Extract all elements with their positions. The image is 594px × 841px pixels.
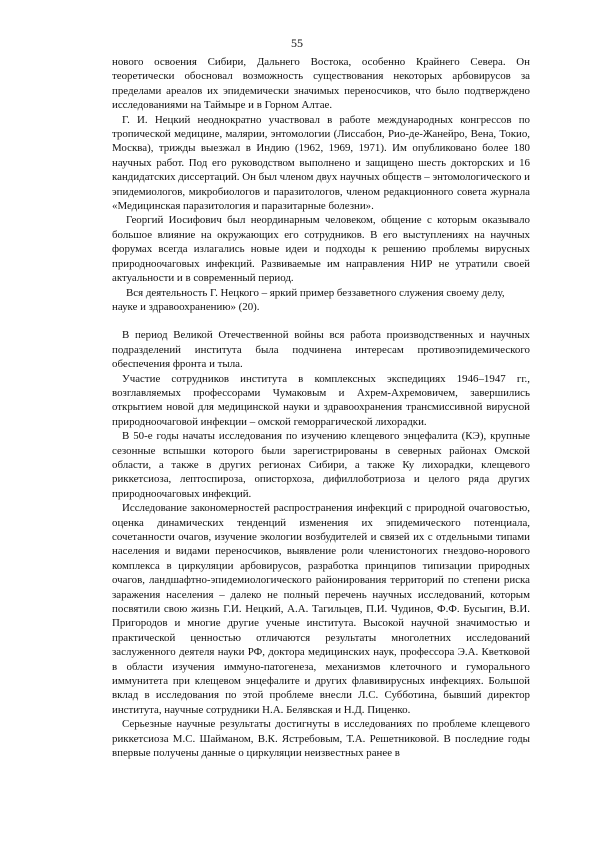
section-gap <box>112 314 530 328</box>
paragraph-expeditions: Участие сотрудников института в комплексных экспедициях 1946–1947 гг., возглавляемых профессорами Чумаковым и Ахрем-Ахремовичем, завершились открытием новой для медицинской науки и здравоохранения трансмиссивной вирусной природноочаговой инфекции – омской геморрагической лихорадки. <box>112 372 530 428</box>
paragraph-natural-foci-research: Исследование закономерностей распространения инфекций с природной очаговостью, оценка динамических тенденций изменения их эпидемического потенциала, сочетанности очагов, изучение экологии возбудителей и связей их с отдельными типами населения и видами переносчиков, выявление роли членистоногих гнездово-норового комплекса в циркуляции арбовирусов, разработка принципов типизации природных очагов, ландшафтно-эпидемиологического районирования территорий по степени риска заражения населения – далеко не полный перечень научных исследований, которым посвятили свою жизнь Г.И. Нецкий, А.А. Тагильцев, П.И. Чудинов, Ф.Ф. Бусыгин, В.И. Пригородов и многие другие ученые института. Высокой научной значимостью и практической ценностью отличаются результаты многолетних исследований заслуженного деятеля науки РФ, доктора медицинских наук, профессора Э.А. Кветковой в области изучения иммуно-патогенеза, механизмов клеточного и гуморального иммунитета при клещевом энцефалите и других флавивирусных инфекциях. Большой вклад в исследования по этой проблеме внесли Л.С. Субботина, бывший директор института, научные сотрудники Н.А. Белявская и Н.Д. Пиценко. <box>112 502 530 716</box>
paragraph-continuation: нового освоения Сибири, Дальнего Востока, особенно Крайнего Севера. Он теоретически обосновал возможность существования некоторых арбовирусов за пределами ареалов их эпидемически значимых переносчиков, что было подтверждено исследованиями на Таймыре и в Горном Алтае. <box>112 56 530 112</box>
page-body <box>112 55 530 761</box>
paragraph-tick-encephalitis: В 50-е годы начаты исследования по изучению клещевого энцефалита (КЭ), крупные сезонные вспышки которого были зарегистрированы в северных районах Омской области, а также в других регионах Сибири, а также Ку лихорадки, клещевого риккетсиоза, лептоспироза, описторхоза, дифиллоботриоза и целого ряда других природноочаговых инфекций. <box>112 430 530 500</box>
paragraph-netsky-personality: Георгий Иосифович был неординарным человеком, общение с которым оказывало большое влияние на окружающих его сотрудников. В его выступлениях на научных форумах всегда излагались новые идеи и подходы к решению проблемы вирусных природноочаговых инфекций. Развиваемые им направления НИР не утратили своей актуальности и в современный период. <box>112 214 530 285</box>
paragraph-rickettsiosis: Серьезные научные результаты достигнуты в исследованиях по проблеме клещевого риккетсиоза М.С. Шайманом, В.К. Ястребовым, Т.А. Решетниковой. В последние годы впервые получены данные о циркуляции неизвестных ранее в <box>112 718 530 760</box>
paragraph-netsky-congresses: Г. И. Нецкий неоднократно участвовал в работе международных конгрессов по тропической медицине, малярии, энтомологии (Лиссабон, Рио-де-Жанейро, Вена, Токио, Москва), трижды выезжал в Индию (1962, 1969, 1971). Им опубликовано более 180 научных работ. Под его руководством выполнено и защищено шесть докторских и 16 кандидатских диссертаций. Он был членом двух научных обществ – энтомологического и эпидемиологов, микробиологов и паразитологов, членом редакционного совета журнала «Медицинская паразитология и паразитарные болезни». <box>112 113 530 213</box>
paragraph-war-period: В период Великой Отечественной войны вся работа производственных и научных подразделений института была подчинена интересам противоэпидемического обеспечения фронта и тыла. <box>112 329 530 371</box>
page-number: 55 <box>291 36 303 50</box>
paragraph-netsky-quote-end: Вся деятельность Г. Нецкого – яркий пример беззаветного служения своему делу, науке и здравоохранению» (20). <box>112 286 505 313</box>
